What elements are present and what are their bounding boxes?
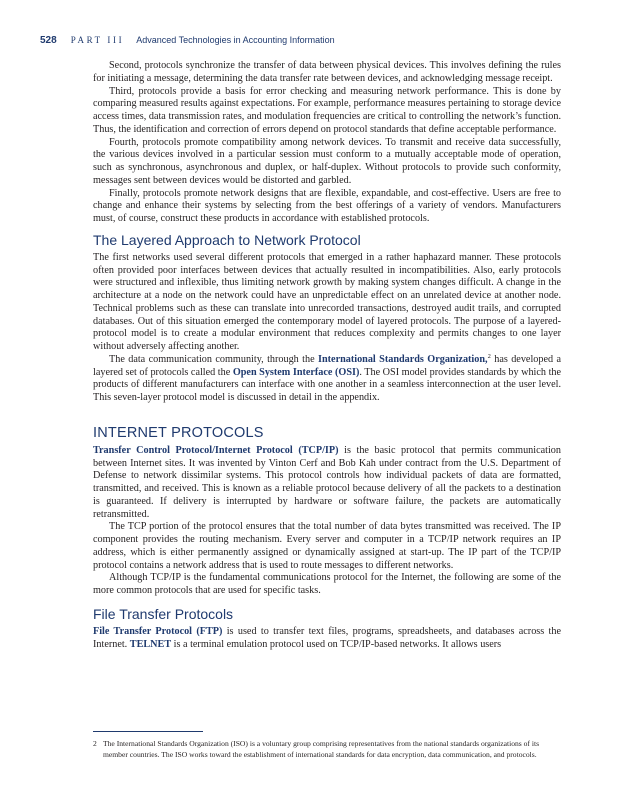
part-label: PART III — [70, 35, 125, 45]
text-run: has developed a layered set of protocols called the — [93, 353, 562, 378]
paragraph: Second, protocols synchronize the transfer of data between physical devices. This involves defining the rules for initiating a message, determining the data transfer rate between devices, and acknowledging message receipt. — [93, 60, 561, 84]
footnote-text: The International Standards Organization (ISO) is a voluntary group comprising representatives from the national standards organizations of its member countries. The ISO works toward the establishment of international standards for data encryption, data communication, and protocols. — [103, 739, 540, 759]
text-run: . The OSI model provides standards by which the products of different manufacturers can interface with one another in a seamless interconnection at the user level. This seven-layer protocol model is discussed in detail in the appendix. — [93, 366, 562, 403]
paragraph: Finally, protocols promote network designs that are flexible, expandable, and cost-effective. Users are free to change and enhance their systems by selecting from the best offerings of a variety of vendors. Manufacturers must, of course, construct these products in accordance with established protocols. — [93, 187, 561, 224]
key-term-ftp: File Transfer Protocol (FTP) — [93, 625, 223, 637]
page-number: 528 — [40, 35, 57, 46]
paragraph: The TCP portion of the protocol ensures that the total number of data bytes transmitted was received. The IP component provides the routing mechanism. Every server and computer in a TCP/IP network requires an IP address, which is either permanently assigned or dynamically assigned at start-up. The IP part of the TCP/IP protocol contains a network address that is used to route messages to different networks. — [93, 521, 561, 571]
key-term-telnet: TELNET — [129, 638, 172, 650]
footnote-number: 2 — [93, 739, 97, 748]
section-heading-internet-protocols: INTERNET PROTOCOLS — [93, 424, 264, 441]
paragraph — [93, 445, 561, 522]
section-heading-file-transfer-protocols: File Transfer Protocols — [93, 605, 234, 622]
body-text — [93, 60, 561, 651]
text-run: is the basic protocol that permits communication between Internet sites. It was invented by Vinton Cerf and Bob Kah under contract from the U.S. Department of Defense to network dissimilar systems. This protocol controls how individual packets of data are formatted, transmitted, and received. This is known as a reliable protocol because delivery of all the packets to a destination is guaranteed. If delivery is interrupted by hardware or software failure, the packets are automatically retransmitted. — [93, 444, 561, 520]
paragraph: Third, protocols provide a basis for error checking and measuring network performance. This is done by comparing measured results against expectations. For example, performance measures pertaining to storage device access times, data transmission rates, and modulation frequencies are critical to controlling the network’s function. Thus, the identification and correction of errors depend on protocol standards that define acceptable performance. — [93, 85, 561, 135]
text-run: is a terminal emulation protocol used on TCP/IP-based networks. It allows users — [171, 638, 502, 650]
text-run: is used to transfer text files, programs, spreadsheets, and databases across the Internet. — [93, 625, 561, 650]
paragraph: Fourth, protocols promote compatibility among network devices. To transmit and receive data successfully, the various devices involved in a particular session must conform to a mutually acceptable mode of operation, such as synchronous, asynchronous and duplex, or half-duplex. Without protocols to provide such conformity, messages sent between devices would be distorted and garbled. — [93, 136, 561, 186]
key-term-iso: International Standards Organization, — [318, 353, 488, 365]
key-term-osi: Open System Interface (OSI) — [232, 366, 360, 378]
paragraph: The first networks used several different protocols that emerged in a rather haphazard manner. These protocols often provided poor interfaces between devices that actually resulted in incompatibilities. Also, early protocols were structured and inflexible, thus limiting network growth by making system changes difficult. A change in the architecture at a node on the network could have an unpredictable effect on an unrelated device at another node. Technical problems such as these can translate into unrecorded transactions, destroyed audit trails, and corrupted databases. Out of this situation emerged the contemporary model of layered protocols. The purpose of a layered-protocol model is to create a modular environment that reduces complexity and permits changes to one layer without adversely affecting another. — [93, 251, 561, 352]
footnote-divider — [93, 731, 203, 732]
text-run: The data communication community, through the — [109, 353, 319, 365]
footnote-reference: 2 — [487, 352, 491, 360]
key-term-tcp-ip: Transfer Control Protocol/Internet Protocol (TCP/IP) — [93, 444, 339, 456]
paragraph — [93, 354, 561, 405]
running-header — [40, 33, 600, 47]
footnote — [93, 738, 561, 760]
part-title: Advanced Technologies in Accounting Information — [136, 35, 335, 45]
section-heading-layered-approach: The Layered Approach to Network Protocol — [93, 231, 361, 248]
paragraph: Although TCP/IP is the fundamental communications protocol for the Internet, the following are some of the more common protocols that are used for specific tasks. — [93, 572, 561, 596]
paragraph — [93, 626, 561, 652]
